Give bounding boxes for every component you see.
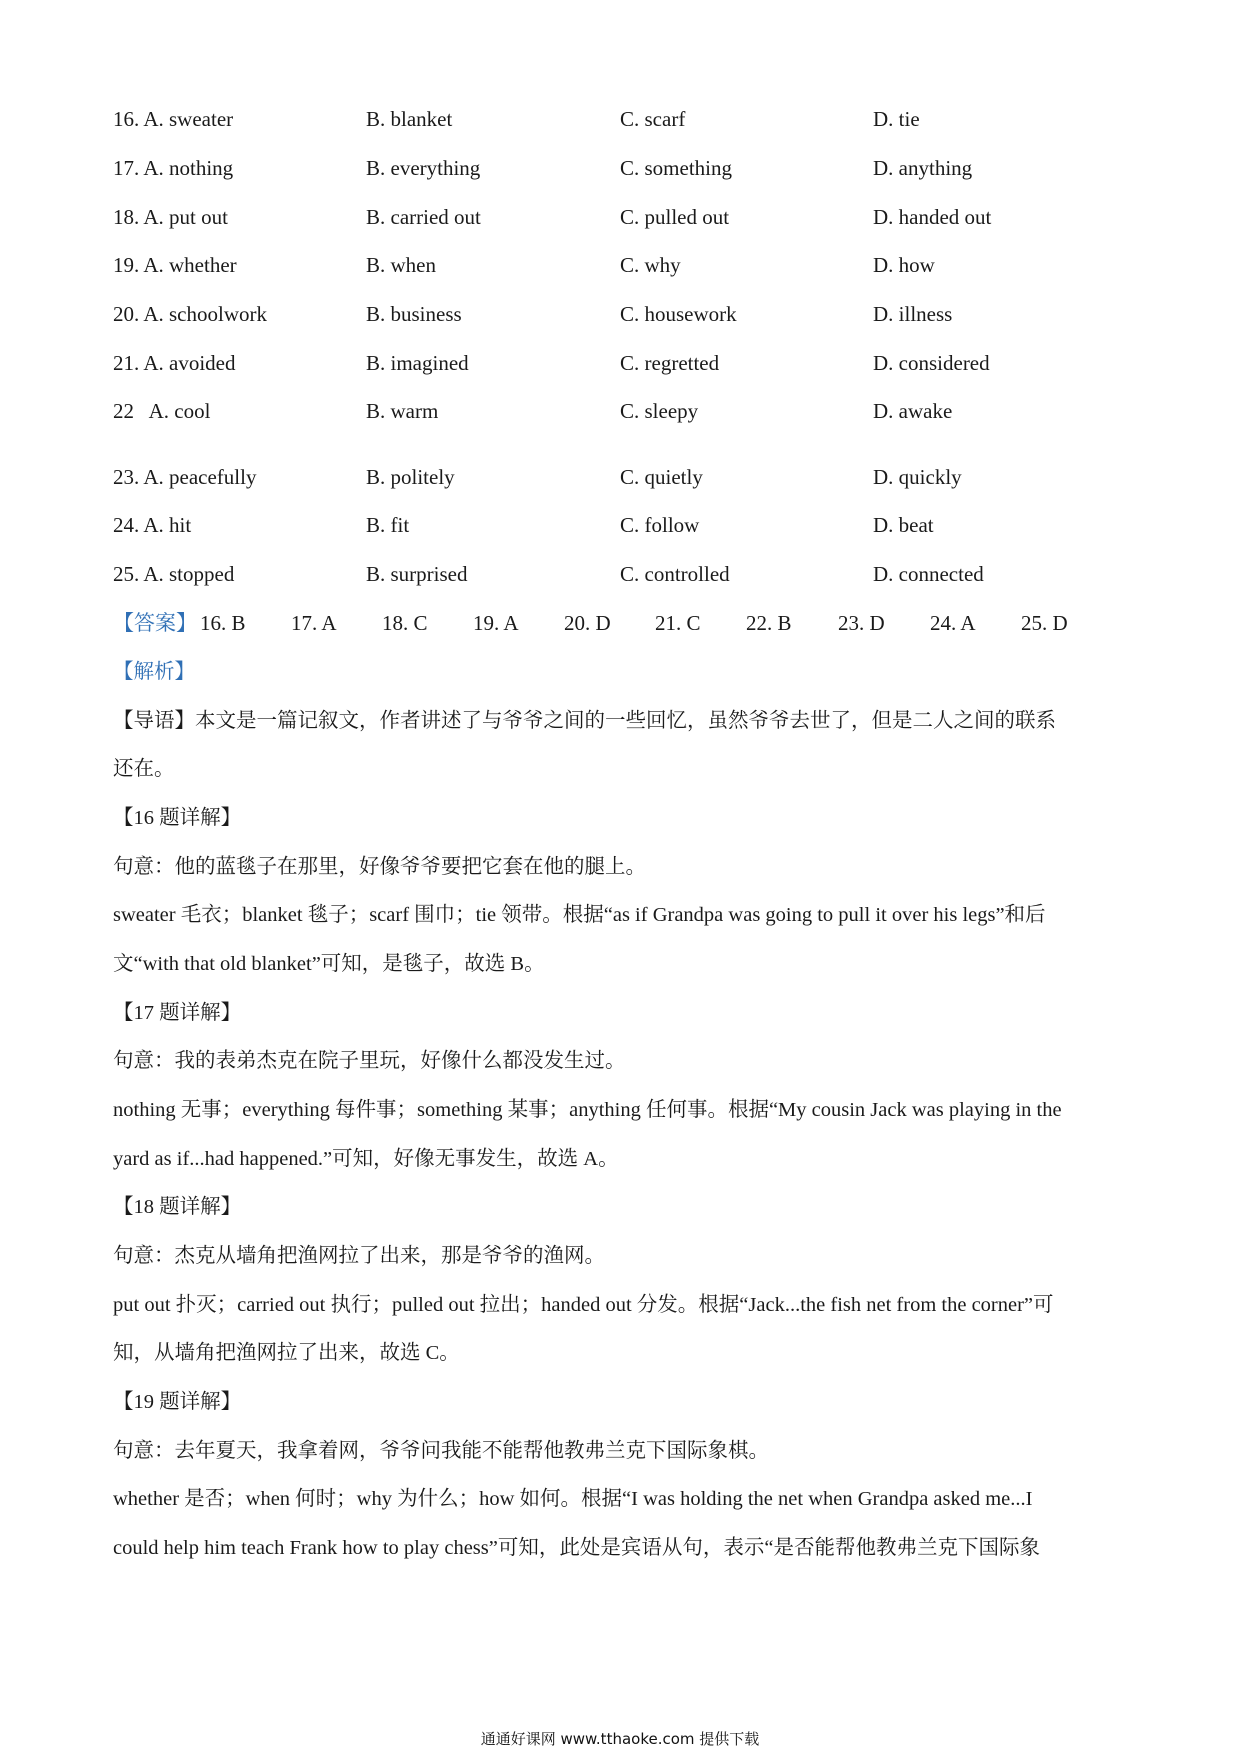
option-a: 24. A. hit — [113, 513, 192, 537]
option-d: D. handed out — [873, 205, 992, 229]
option-a: 22 A. cool — [113, 399, 211, 423]
option-a: 23. A. peacefully — [113, 465, 257, 489]
body-line: whether 是否；when 何时；why 为什么；how 如何。根据“I was holding the net when Grandpa asked me...I — [113, 1488, 1033, 1510]
option-b: B. when — [366, 253, 436, 277]
body-line: 文“with that old blanket”可知，是毯子，故选 B。 — [113, 953, 545, 975]
answer-item: 19. A — [473, 611, 519, 635]
answer-item: 20. D — [564, 611, 611, 635]
option-row — [0, 153, 1240, 183]
option-c: C. sleepy — [620, 399, 699, 423]
option-row — [0, 348, 1240, 378]
body-line: could help him teach Frank how to play chess”可知，此处是宾语从句，表示“是否能帮他教弗兰克下国际象 — [113, 1537, 1040, 1559]
option-row — [0, 104, 1240, 134]
section-heading: 【16 题详解】 — [113, 807, 242, 829]
body-line: 还在。 — [113, 758, 175, 780]
body-line: 知，从墙角把渔网拉了出来，故选 C。 — [113, 1342, 460, 1364]
option-b: B. surprised — [366, 562, 468, 586]
option-d: D. how — [873, 253, 935, 277]
option-b: B. imagined — [366, 351, 469, 375]
option-a: 16. A. sweater — [113, 107, 234, 131]
option-d: D. illness — [873, 302, 953, 326]
body-line: nothing 无事；everything 每件事；something 某事；anything 任何事。根据“My cousin Jack was playing in the — [113, 1099, 1062, 1121]
answer-item: 21. C — [655, 611, 701, 635]
option-b: B. business — [366, 302, 462, 326]
option-b: B. politely — [366, 465, 455, 489]
answer-label: 【答案】 — [113, 611, 197, 635]
option-a: 19. A. whether — [113, 253, 237, 277]
option-b: B. warm — [366, 399, 439, 423]
option-a: 17. A. nothing — [113, 156, 234, 180]
section-heading: 【18 题详解】 — [113, 1196, 242, 1218]
answer-item: 23. D — [838, 611, 885, 635]
option-d: D. quickly — [873, 465, 962, 489]
body-line: 句意：杰克从墙角把渔网拉了出来，那是爷爷的渔网。 — [113, 1245, 605, 1267]
body-line: yard as if...had happened.”可知，好像无事发生，故选 A。 — [113, 1148, 619, 1170]
option-row — [0, 299, 1240, 329]
answer-item: 24. A — [930, 611, 976, 635]
option-c: C. follow — [620, 513, 700, 537]
section-heading: 【17 题详解】 — [113, 1002, 242, 1024]
answer-key — [0, 608, 1240, 638]
option-d: D. awake — [873, 399, 953, 423]
option-row — [0, 510, 1240, 540]
body-line: 【导语】本文是一篇记叙文，作者讲述了与爷爷之间的一些回忆，虽然爷爷去世了，但是二人之间的联系 — [113, 710, 1056, 732]
option-c: C. scarf — [620, 107, 686, 131]
option-d: D. beat — [873, 513, 934, 537]
body-line: 句意：去年夏天，我拿着网，爷爷问我能不能帮他教弗兰克下国际象棋。 — [113, 1440, 769, 1462]
option-a: 25. A. stopped — [113, 562, 235, 586]
option-d: D. connected — [873, 562, 984, 586]
body-line: sweater 毛衣；blanket 毯子；scarf 围巾；tie 领带。根据“as if Grandpa was going to pull it over his legs”和后 — [113, 904, 1046, 926]
option-row — [0, 202, 1240, 232]
option-d: D. considered — [873, 351, 990, 375]
option-b: B. fit — [366, 513, 410, 537]
option-c: C. why — [620, 253, 681, 277]
option-row — [0, 462, 1240, 492]
option-c: C. controlled — [620, 562, 730, 586]
option-row — [0, 396, 1240, 426]
option-b: B. everything — [366, 156, 481, 180]
body-line: 句意：他的蓝毯子在那里，好像爷爷要把它套在他的腿上。 — [113, 856, 646, 878]
answer-item: 25. D — [1021, 611, 1068, 635]
option-c: C. regretted — [620, 351, 720, 375]
option-c: C. housework — [620, 302, 737, 326]
option-row — [0, 559, 1240, 589]
answer-item: 17. A — [291, 611, 337, 635]
body-line: put out 扑灭；carried out 执行；pulled out 拉出；handed out 分发。根据“Jack...the fish net from the corner”可 — [113, 1294, 1054, 1316]
option-b: B. blanket — [366, 107, 453, 131]
page-footer: 通通好课网 www.tthaoke.com 提供下载 — [480, 1730, 760, 1748]
section-heading: 【19 题详解】 — [113, 1391, 242, 1413]
analysis-label: 【解析】 — [113, 661, 195, 683]
option-c: C. something — [620, 156, 733, 180]
option-c: C. pulled out — [620, 205, 730, 229]
option-a: 21. A. avoided — [113, 351, 236, 375]
option-a: 18. A. put out — [113, 205, 228, 229]
option-b: B. carried out — [366, 205, 481, 229]
option-c: C. quietly — [620, 465, 703, 489]
option-d: D. tie — [873, 107, 920, 131]
body-line: 句意：我的表弟杰克在院子里玩，好像什么都没发生过。 — [113, 1050, 626, 1072]
option-d: D. anything — [873, 156, 973, 180]
option-a: 20. A. schoolwork — [113, 302, 267, 326]
answer-item: 16. B — [200, 611, 246, 635]
answer-item: 22. B — [746, 611, 792, 635]
answer-item: 18. C — [382, 611, 428, 635]
option-row — [0, 250, 1240, 280]
